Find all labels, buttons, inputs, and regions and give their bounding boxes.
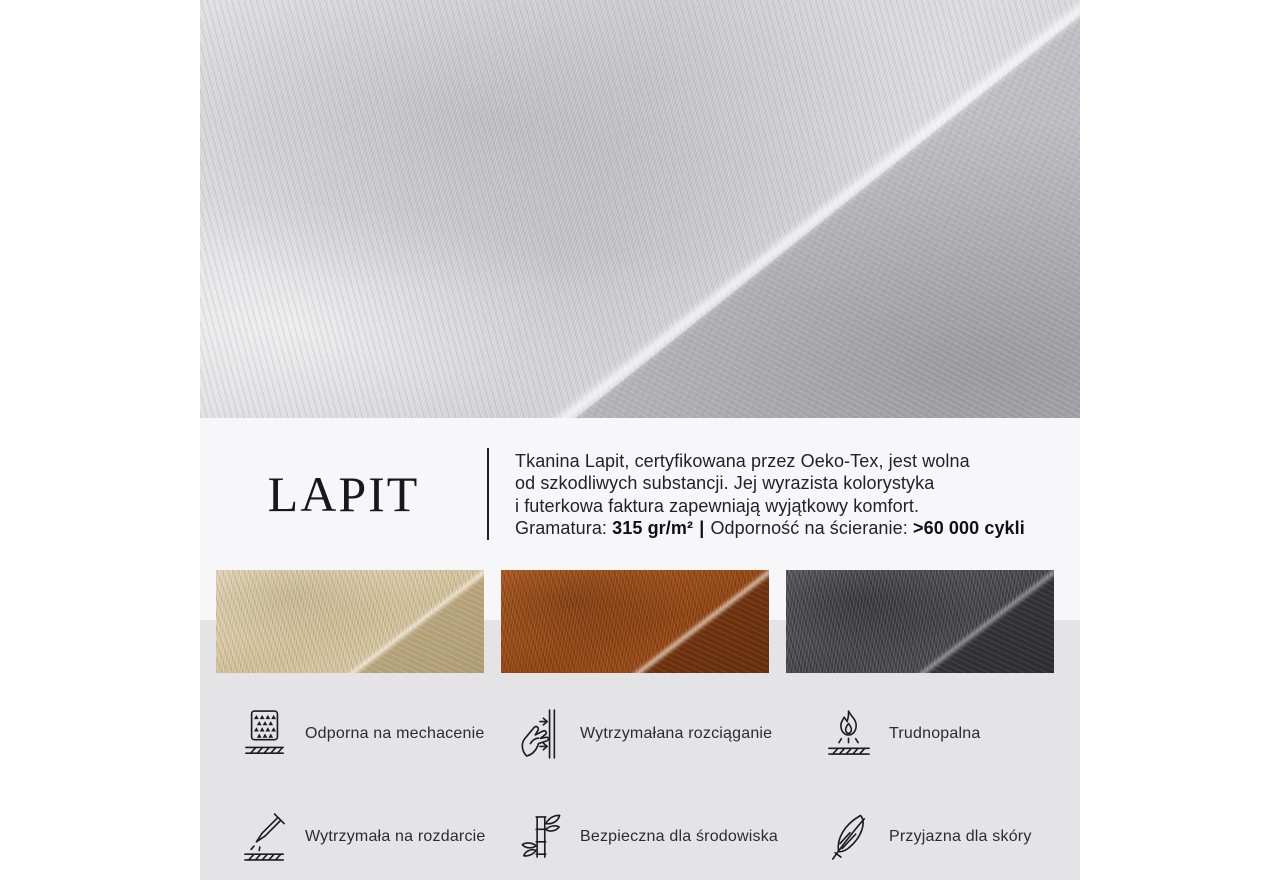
- feature-flame: [827, 708, 1080, 760]
- feature-label: Wytrzymałana rozciąganie: [580, 725, 773, 742]
- product-title: LAPIT: [267, 466, 420, 522]
- weight-label: Gramatura:: [515, 518, 608, 539]
- feature-eco: [518, 811, 827, 863]
- weight-value: 315 gr/m²: [612, 518, 694, 539]
- feature-pilling: [243, 708, 518, 760]
- product-description: [489, 418, 1025, 570]
- feature-label: Odporna na mechacenie: [305, 725, 485, 742]
- tear-resistant-icon: [243, 811, 287, 863]
- feature-label: Przyjazna dla skóry: [889, 828, 1032, 845]
- flame-retardant-icon: [827, 708, 871, 760]
- hero-fabric-image: [200, 0, 1080, 418]
- abrasion-label: Odporność na ścieranie:: [710, 518, 908, 539]
- feature-label: Trudnopalna: [889, 725, 981, 742]
- spec-separator: |: [699, 518, 705, 539]
- feature-label: Wytrzymała na rozdarcie: [305, 828, 486, 845]
- feature-skin: [827, 811, 1080, 863]
- features-grid: [200, 674, 1080, 880]
- feature-tear: [243, 811, 518, 863]
- description-line: od szkodliwych substancji. Jej wyrazista kolorystyka: [515, 473, 935, 494]
- description-line: Tkanina Lapit, certyfikowana przez Oeko-Tex, jest wolna: [515, 451, 970, 471]
- description-line: i futerkowa faktura zapewniają wyjątkowy komfort.: [515, 495, 920, 516]
- feature-label: Bezpieczna dla środowiska: [580, 828, 778, 845]
- spec-line: [515, 517, 1025, 539]
- stretch-resistant-icon: [518, 708, 562, 760]
- beige-fabric-swatch: [216, 570, 484, 673]
- skin-friendly-icon: [827, 811, 871, 863]
- rust-fabric-swatch: [501, 570, 769, 673]
- feature-stretch: [518, 708, 827, 760]
- card-content: [200, 0, 1080, 880]
- eco-safe-icon: [518, 811, 562, 863]
- abrasion-value: >60 000 cykli: [912, 518, 1025, 539]
- graphite-fabric-swatch: [786, 570, 1054, 673]
- pilling-resistant-icon: [243, 708, 287, 760]
- swatch-strip: [200, 570, 1080, 674]
- title-box: [200, 418, 487, 570]
- info-band: [200, 418, 1080, 570]
